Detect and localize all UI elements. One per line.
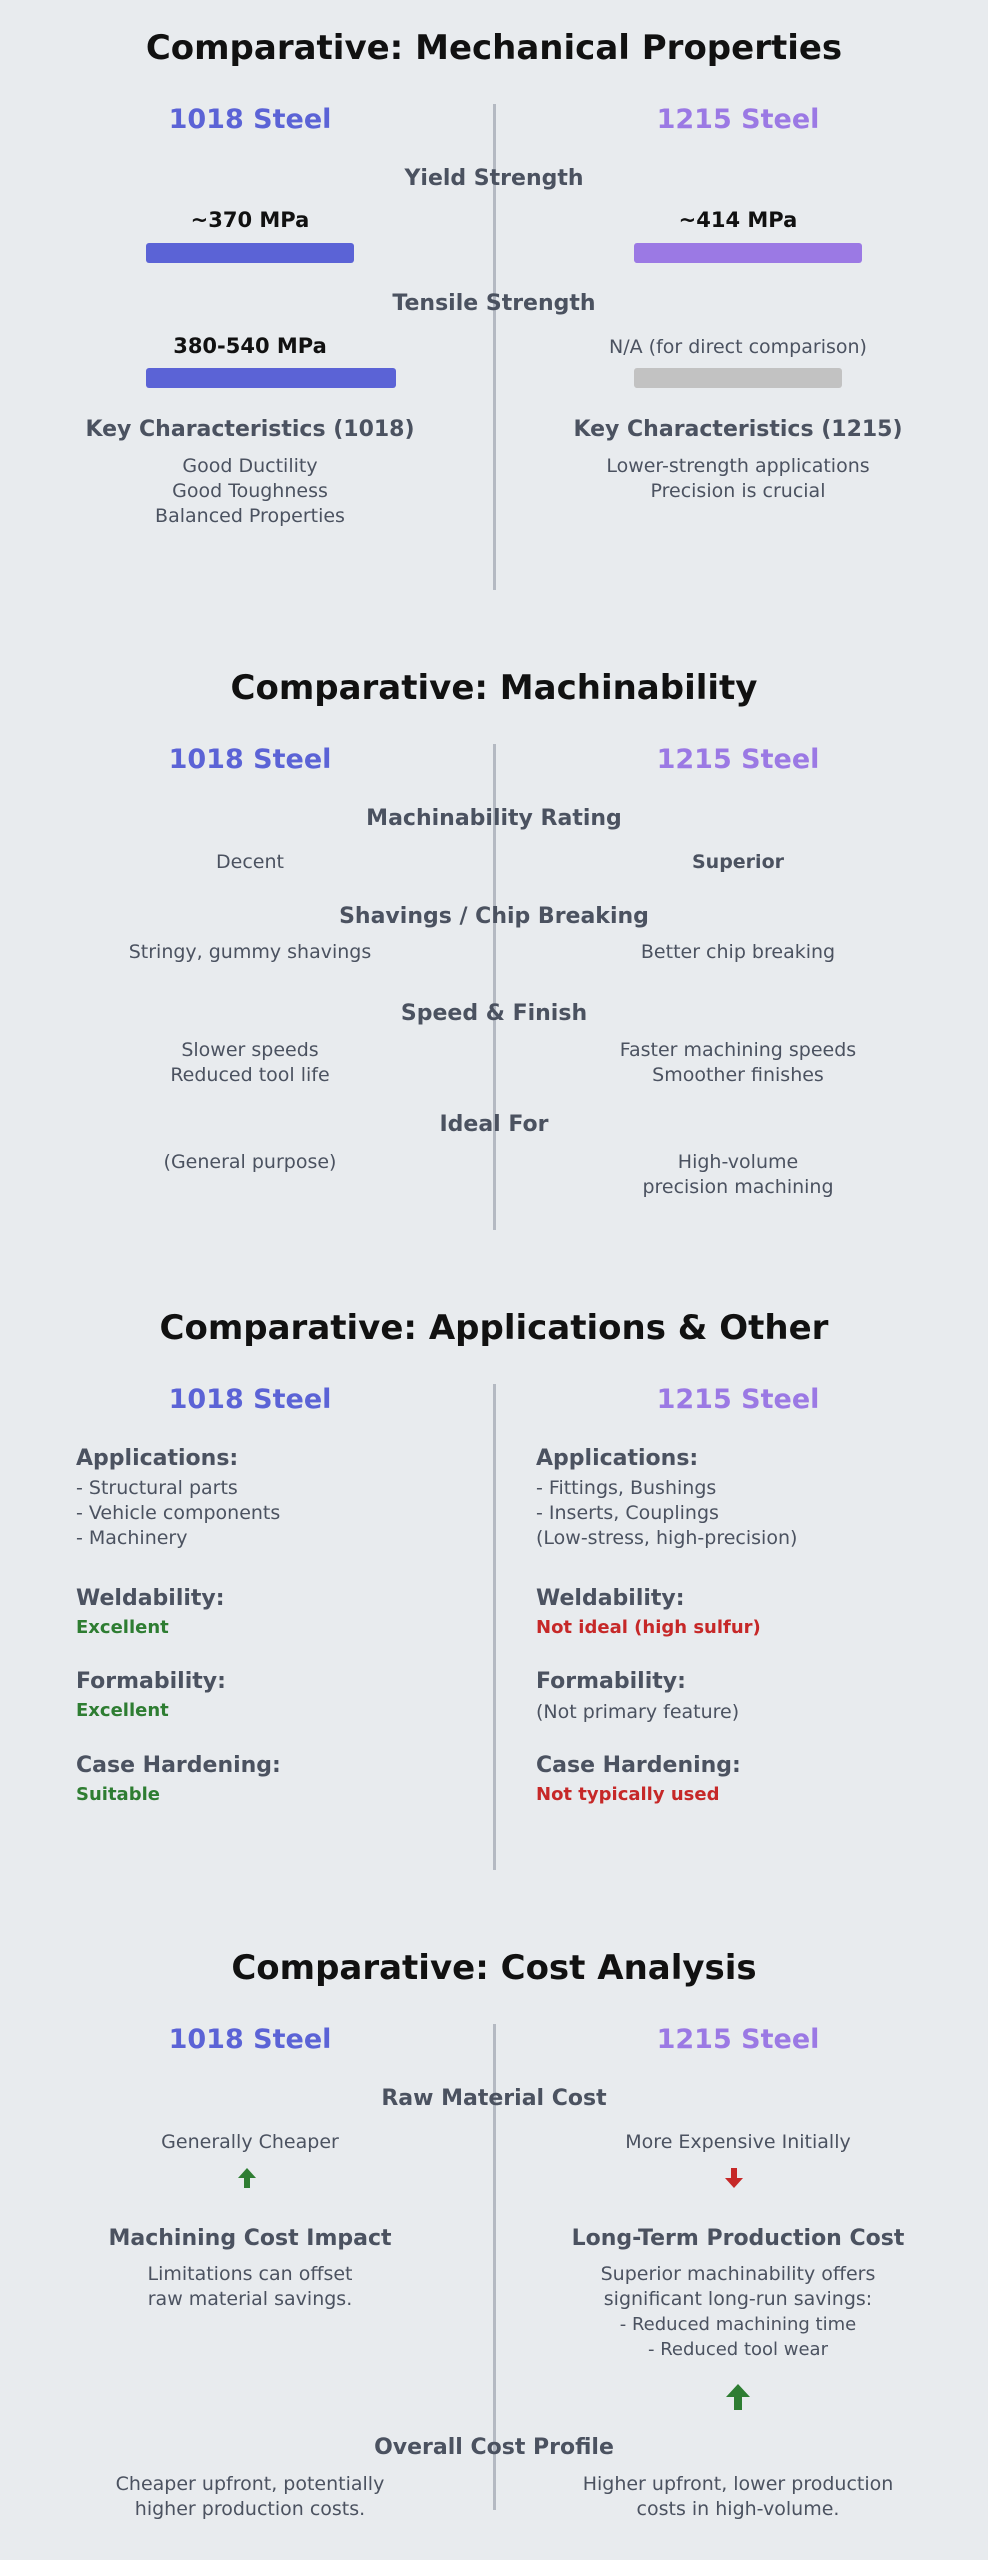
case-hardening-label-1018: Case Hardening: <box>76 1753 281 1778</box>
application-item: (Low-stress, high-precision) <box>536 1527 798 1549</box>
case-hardening-label-1215: Case Hardening: <box>536 1753 741 1778</box>
arrow-up-icon <box>238 2168 256 2188</box>
overall-cost-profile-label: Overall Cost Profile <box>374 2435 614 2460</box>
overall-cost-1018 <box>50 2472 450 2522</box>
long-term-line: Superior machinability offers <box>600 2263 876 2285</box>
application-item: - Vehicle components <box>76 1502 281 1524</box>
formability-value-1215: (Not primary feature) <box>536 1701 740 1723</box>
long-term-line: - Reduced machining time <box>619 2314 857 2335</box>
weldability-value-1215: Not ideal (high sulfur) <box>536 1617 761 1638</box>
speed-finish-label: Speed & Finish <box>400 1001 588 1026</box>
machining-cost-line: raw material savings. <box>147 2288 353 2310</box>
raw-cost-1215: More Expensive Initially <box>625 2131 851 2153</box>
machining-cost-impact-heading: Machining Cost Impact <box>108 2226 392 2251</box>
overall-line: Higher upfront, lower production <box>582 2473 894 2495</box>
tensile-strength-label: Tensile Strength <box>392 291 596 316</box>
tensile-value-1018: 380-540 MPa <box>173 334 327 358</box>
applications-label-1215: Applications: <box>536 1446 699 1471</box>
column-heading-1215: 1215 Steel <box>656 104 820 135</box>
case-hardening-value-1215: Not typically used <box>536 1784 720 1805</box>
applications-list-1018 <box>76 1476 280 1551</box>
weldability-label-1215: Weldability: <box>536 1586 685 1611</box>
formability-value-1018: Excellent <box>76 1700 169 1721</box>
arrow-down-icon <box>725 2168 743 2188</box>
ideal-for-label: Ideal For <box>439 1112 549 1137</box>
tensile-bar-1018 <box>146 368 396 388</box>
key-characteristic: Lower-strength applications <box>606 455 870 477</box>
column-heading-1018: 1018 Steel <box>168 2024 332 2055</box>
section-title: Comparative: Mechanical Properties <box>145 28 843 68</box>
yield-bar-1215 <box>634 243 862 263</box>
machinability-rating-label: Machinability Rating <box>366 806 622 831</box>
speed-line: Smoother finishes <box>652 1064 824 1086</box>
section-title: Comparative: Machinability <box>230 668 758 708</box>
speed-1018 <box>50 1038 450 1088</box>
column-heading-1018: 1018 Steel <box>168 744 332 775</box>
ideal-line: precision machining <box>642 1176 834 1198</box>
formability-label-1215: Formability: <box>536 1669 686 1694</box>
column-heading-1215: 1215 Steel <box>656 1384 820 1415</box>
chips-1018: Stringy, gummy shavings <box>128 941 372 963</box>
machining-cost-line: Limitations can offset <box>147 2263 353 2285</box>
machining-cost-impact-text <box>50 2262 450 2312</box>
ideal-line: High-volume <box>677 1151 799 1173</box>
rating-1018: Decent <box>216 851 284 873</box>
chips-1215: Better chip breaking <box>640 941 836 963</box>
formability-label-1018: Formability: <box>76 1669 226 1694</box>
case-hardening-value-1018: Suitable <box>76 1784 160 1805</box>
long-term-line: significant long-run savings: <box>603 2288 873 2310</box>
key-characteristic: Precision is crucial <box>650 480 826 502</box>
speed-line: Slower speeds <box>181 1039 319 1061</box>
tensile-value-1215: N/A (for direct comparison) <box>609 336 867 358</box>
long-term-cost-heading: Long-Term Production Cost <box>571 2226 905 2251</box>
rating-1215: Superior <box>691 851 784 873</box>
application-item: - Structural parts <box>76 1477 238 1499</box>
applications-list-1215 <box>536 1476 797 1551</box>
application-item: - Fittings, Bushings <box>536 1477 717 1499</box>
key-characteristics-1018-list <box>50 454 450 529</box>
arrow-up-icon <box>726 2384 750 2410</box>
long-term-cost-text <box>538 2262 938 2362</box>
tensile-bar-1215 <box>634 368 842 388</box>
weldability-value-1018: Excellent <box>76 1617 169 1638</box>
key-characteristics-1018-heading: Key Characteristics (1018) <box>85 417 415 442</box>
section-title: Comparative: Applications & Other <box>159 1308 829 1348</box>
speed-line: Reduced tool life <box>170 1064 330 1086</box>
ideal-1018: (General purpose) <box>163 1151 337 1173</box>
applications-label-1018: Applications: <box>76 1446 239 1471</box>
column-heading-1018: 1018 Steel <box>168 1384 332 1415</box>
speed-line: Faster machining speeds <box>619 1039 857 1061</box>
weldability-label-1018: Weldability: <box>76 1586 225 1611</box>
speed-1215 <box>538 1038 938 1088</box>
raw-cost-1018: Generally Cheaper <box>161 2131 339 2153</box>
key-characteristic: Good Toughness <box>172 480 328 502</box>
key-characteristics-1215-list <box>538 454 938 504</box>
yield-strength-label: Yield Strength <box>404 166 584 191</box>
yield-value-1215: ~414 MPa <box>678 208 798 232</box>
yield-value-1018: ~370 MPa <box>190 208 310 232</box>
application-item: - Inserts, Couplings <box>536 1502 719 1524</box>
key-characteristic: Balanced Properties <box>155 505 345 527</box>
column-heading-1215: 1215 Steel <box>656 744 820 775</box>
overall-line: costs in high-volume. <box>636 2498 840 2520</box>
long-term-line: - Reduced tool wear <box>648 2339 828 2360</box>
raw-material-cost-label: Raw Material Cost <box>381 2086 607 2111</box>
overall-line: Cheaper upfront, potentially <box>115 2473 385 2495</box>
column-divider <box>493 1384 496 1870</box>
overall-line: higher production costs. <box>134 2498 366 2520</box>
application-item: - Machinery <box>76 1527 188 1549</box>
key-characteristic: Good Ductility <box>182 455 318 477</box>
column-heading-1018: 1018 Steel <box>168 104 332 135</box>
overall-cost-1215 <box>538 2472 938 2522</box>
yield-bar-1018 <box>146 243 354 263</box>
column-heading-1215: 1215 Steel <box>656 2024 820 2055</box>
section-title: Comparative: Cost Analysis <box>231 1948 757 1988</box>
ideal-1215 <box>538 1150 938 1200</box>
chip-breaking-label: Shavings / Chip Breaking <box>339 904 649 929</box>
key-characteristics-1215-heading: Key Characteristics (1215) <box>573 417 903 442</box>
